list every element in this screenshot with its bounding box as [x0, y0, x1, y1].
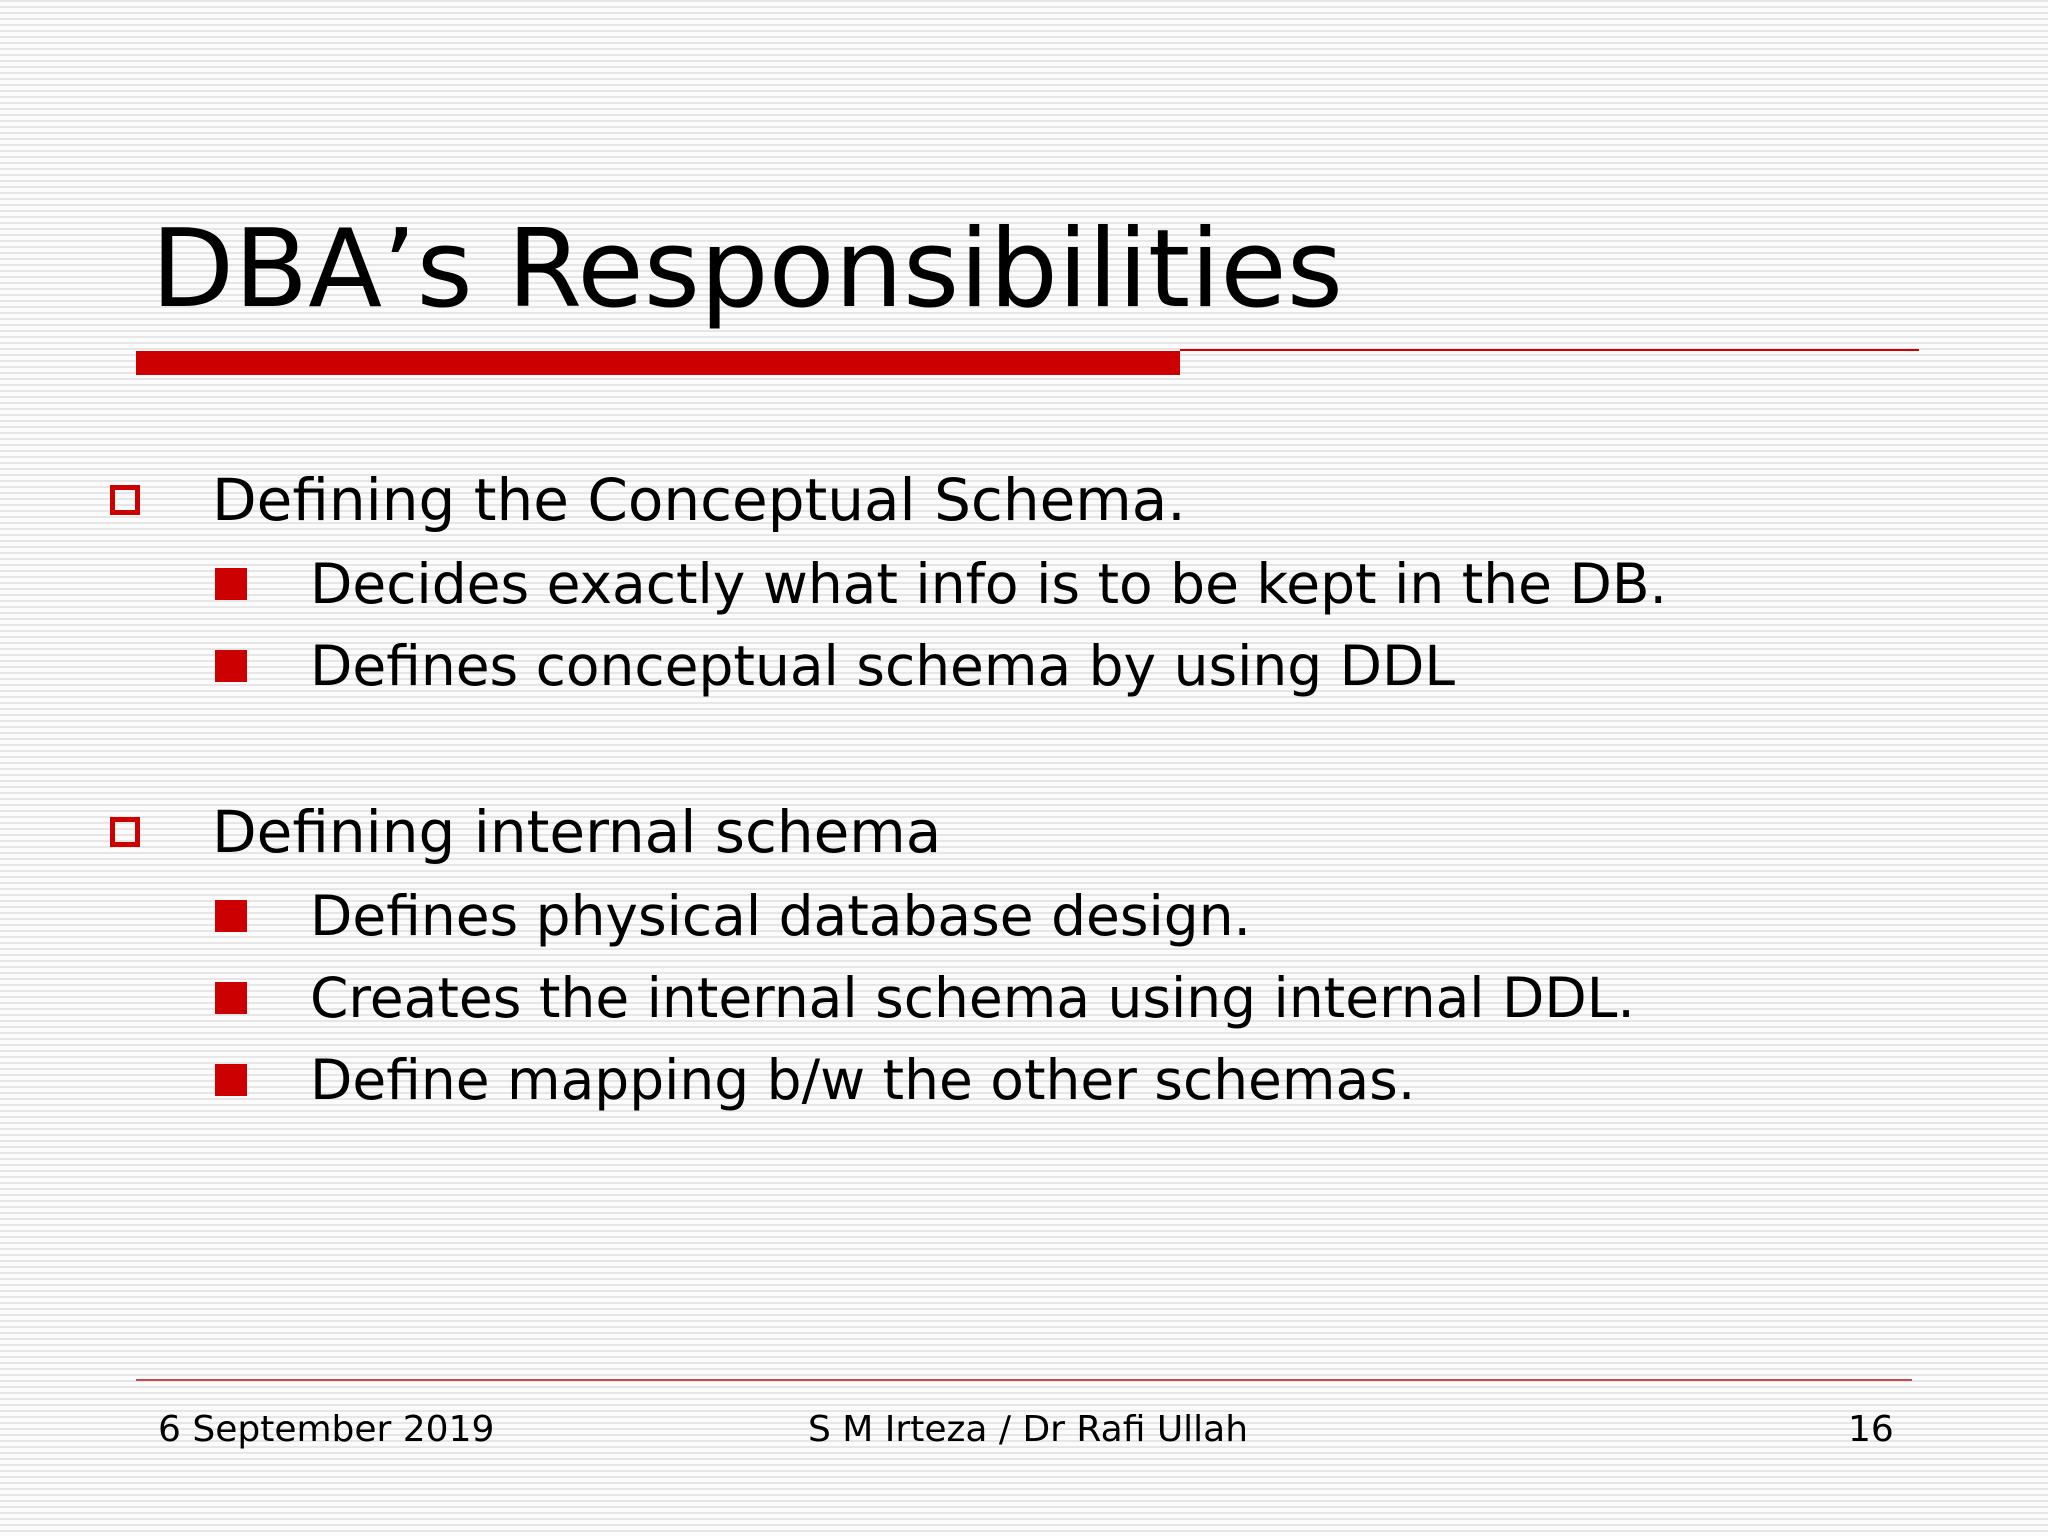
bullet-text: Defining the Conceptual Schema.	[212, 466, 1186, 534]
solid-square-bullet-icon	[215, 650, 247, 682]
sub-bullet-text: Define mapping b/w the other schemas.	[310, 1048, 1416, 1112]
solid-square-bullet-icon	[215, 900, 247, 932]
solid-square-bullet-icon	[215, 568, 247, 600]
sub-bullet-text: Defines physical database design.	[310, 884, 1252, 948]
hollow-square-bullet-icon	[110, 485, 140, 515]
hollow-square-bullet-icon	[110, 817, 140, 847]
footer-author: S M Irteza / Dr Rafi Ullah	[808, 1409, 1249, 1450]
slide-title: DBA’s Responsibilities	[151, 207, 1343, 332]
slide-page-number: 16	[1848, 1409, 1894, 1450]
sub-bullet-text: Creates the internal schema using internal DDL.	[310, 966, 1635, 1030]
sub-bullet-text: Decides exactly what info is to be kept in the DB.	[310, 552, 1668, 616]
solid-square-bullet-icon	[215, 982, 247, 1014]
solid-square-bullet-icon	[215, 1064, 247, 1096]
sub-bullet-text: Defines conceptual schema by using DDL	[310, 634, 1455, 698]
bullet-text: Defining internal schema	[212, 798, 942, 866]
footer-date: 6 September 2019	[158, 1409, 495, 1450]
footer-divider	[136, 1379, 1912, 1381]
